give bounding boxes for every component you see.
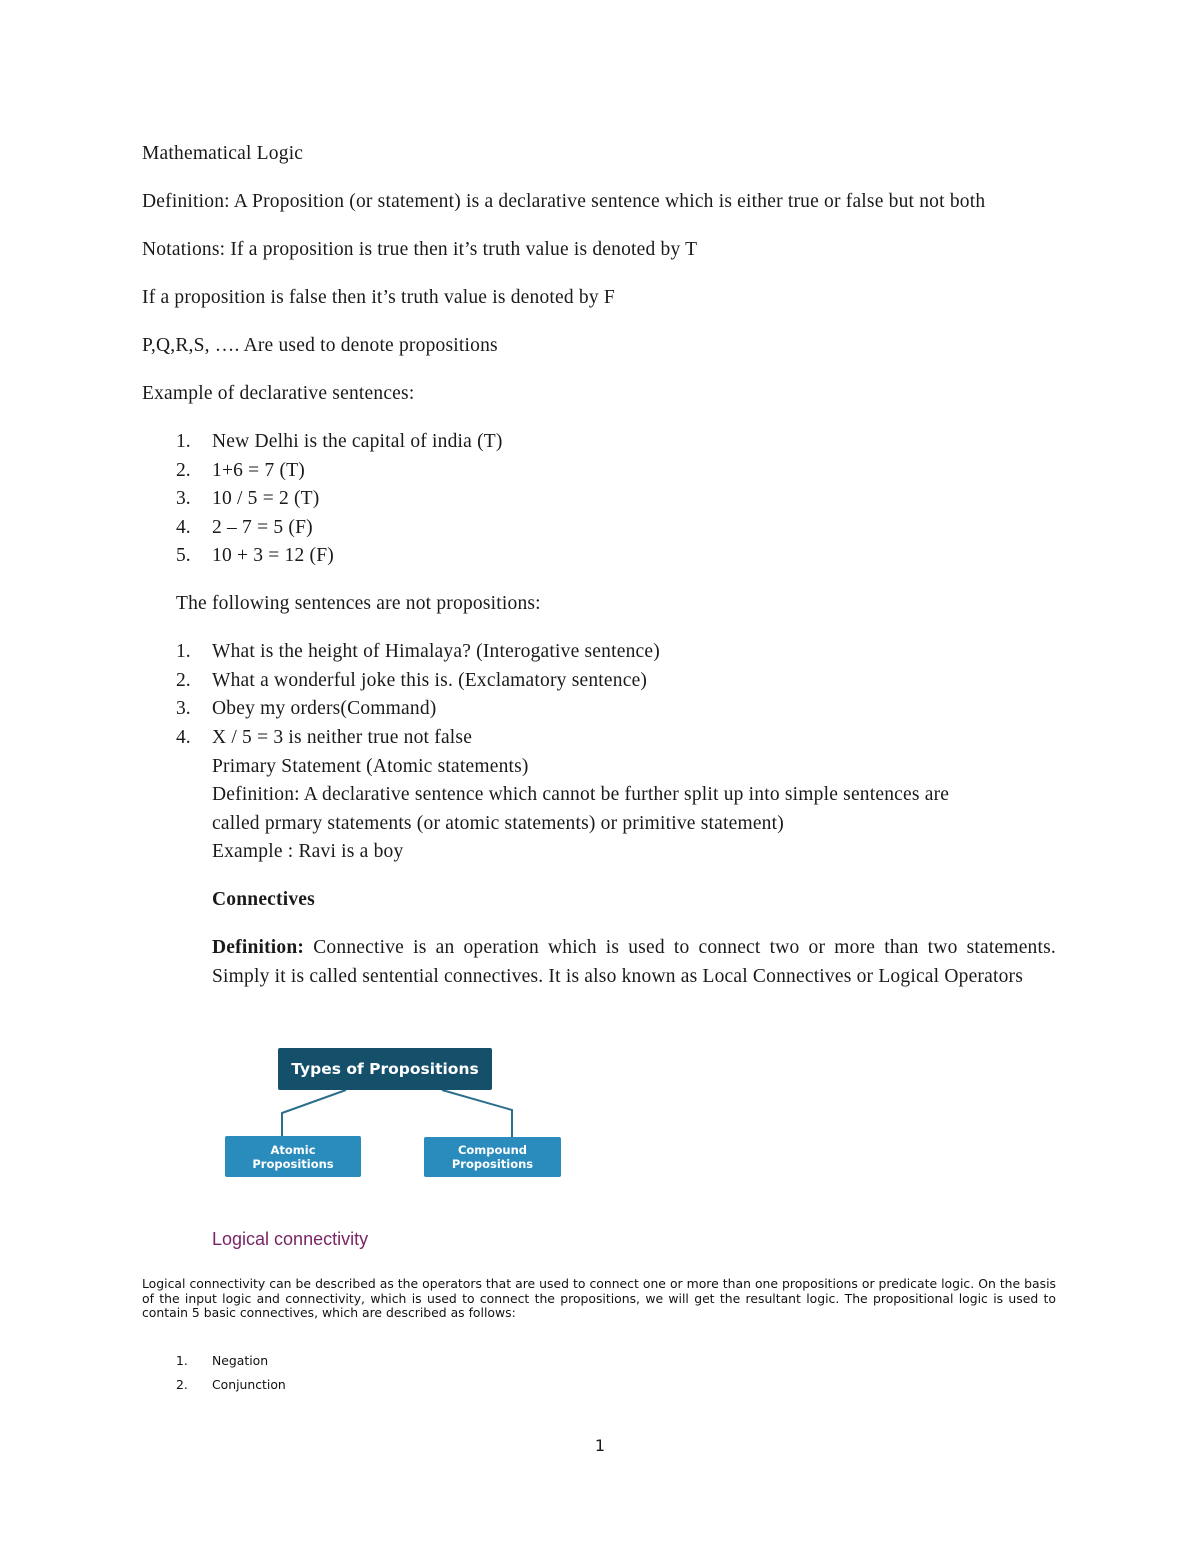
diagram-root-node: Types of Propositions — [278, 1048, 492, 1090]
list-text: 10 / 5 = 2 (T) — [212, 488, 320, 509]
list-number: 4. — [176, 516, 191, 538]
list-number: 3. — [176, 488, 191, 509]
list-text: 1+6 = 7 (T) — [212, 459, 305, 481]
list-text: 10 + 3 = 12 (F) — [212, 545, 334, 566]
list-text: X / 5 = 3 is neither true not false — [212, 727, 473, 748]
false-notation-line: If a proposition is false then it’s truth value is denoted by F — [142, 287, 615, 308]
list-number: 5. — [176, 545, 191, 566]
primary-example: Example : Ravi is a boy — [212, 841, 404, 862]
list-number: 4. — [176, 727, 191, 748]
list-number: 1. — [176, 431, 191, 452]
definition-label: Definition: — [212, 937, 305, 958]
list-text: 2 – 7 = 5 (F) — [212, 516, 313, 538]
list-text: Negation — [212, 1353, 269, 1368]
primary-statement-heading: Primary Statement (Atomic statements) — [212, 755, 529, 777]
list-number: 3. — [176, 698, 191, 719]
list-text: What is the height of Himalaya? (Interogative sentence) — [212, 641, 660, 662]
list-number: 1. — [176, 1353, 188, 1368]
diagram-compound-node: Compound Propositions — [424, 1137, 561, 1177]
not-propositions-heading: The following sentences are not propositions: — [176, 593, 541, 614]
list-number: 2. — [176, 1377, 188, 1392]
page-number: 1 — [594, 1436, 606, 1455]
definition-text: Connective is an operation which is used to connect two or more than two statements. Simply it is called sentential connectives. It is also known as Local Connectives or Logical Operators — [212, 937, 1056, 987]
list-text: Conjunction — [212, 1377, 286, 1392]
list-text: What a wonderful joke this is. (Exclamatory sentence) — [212, 669, 648, 691]
list-number: 1. — [176, 641, 191, 662]
list-text: Obey my orders(Command) — [212, 698, 437, 719]
list-text: New Delhi is the capital of india (T) — [212, 431, 503, 452]
logical-connectivity-heading: Logical connectivity — [212, 1229, 369, 1249]
connector-right — [442, 1090, 512, 1137]
list-number: 2. — [176, 459, 191, 481]
primary-definition-line-1: Definition: A declarative sentence which cannot be further split up into simple sentences are — [212, 784, 950, 805]
examples-heading: Example of declarative sentences: — [142, 383, 415, 404]
logical-connectivity-paragraph: Logical connectivity can be described as the operators that are used to connect one or more than one propositions or predicate logic. On the basis of the input logic and connectivity, which is used to connect the propositions, we will get the resultant logic. The propositional logic is used to contain 5 basic connectives, which are described as follows: — [142, 1276, 1056, 1320]
list-number: 2. — [176, 669, 191, 691]
primary-definition-line-2: called prmary statements (or atomic statements) or primitive statement) — [212, 812, 784, 834]
connectives-heading: Connectives — [212, 889, 315, 910]
proposition-definition: Definition: A Proposition (or statement) is a declarative sentence which is either true or false but not both — [142, 191, 986, 212]
pqrs-line: P,Q,R,S, …. Are used to denote propositions — [142, 335, 498, 356]
document-title: Mathematical Logic — [142, 143, 304, 164]
notations-line: Notations: If a proposition is true then it’s truth value is denoted by T — [142, 239, 698, 260]
diagram-atomic-node: Atomic Propositions — [225, 1136, 361, 1177]
connector-left — [282, 1090, 346, 1136]
